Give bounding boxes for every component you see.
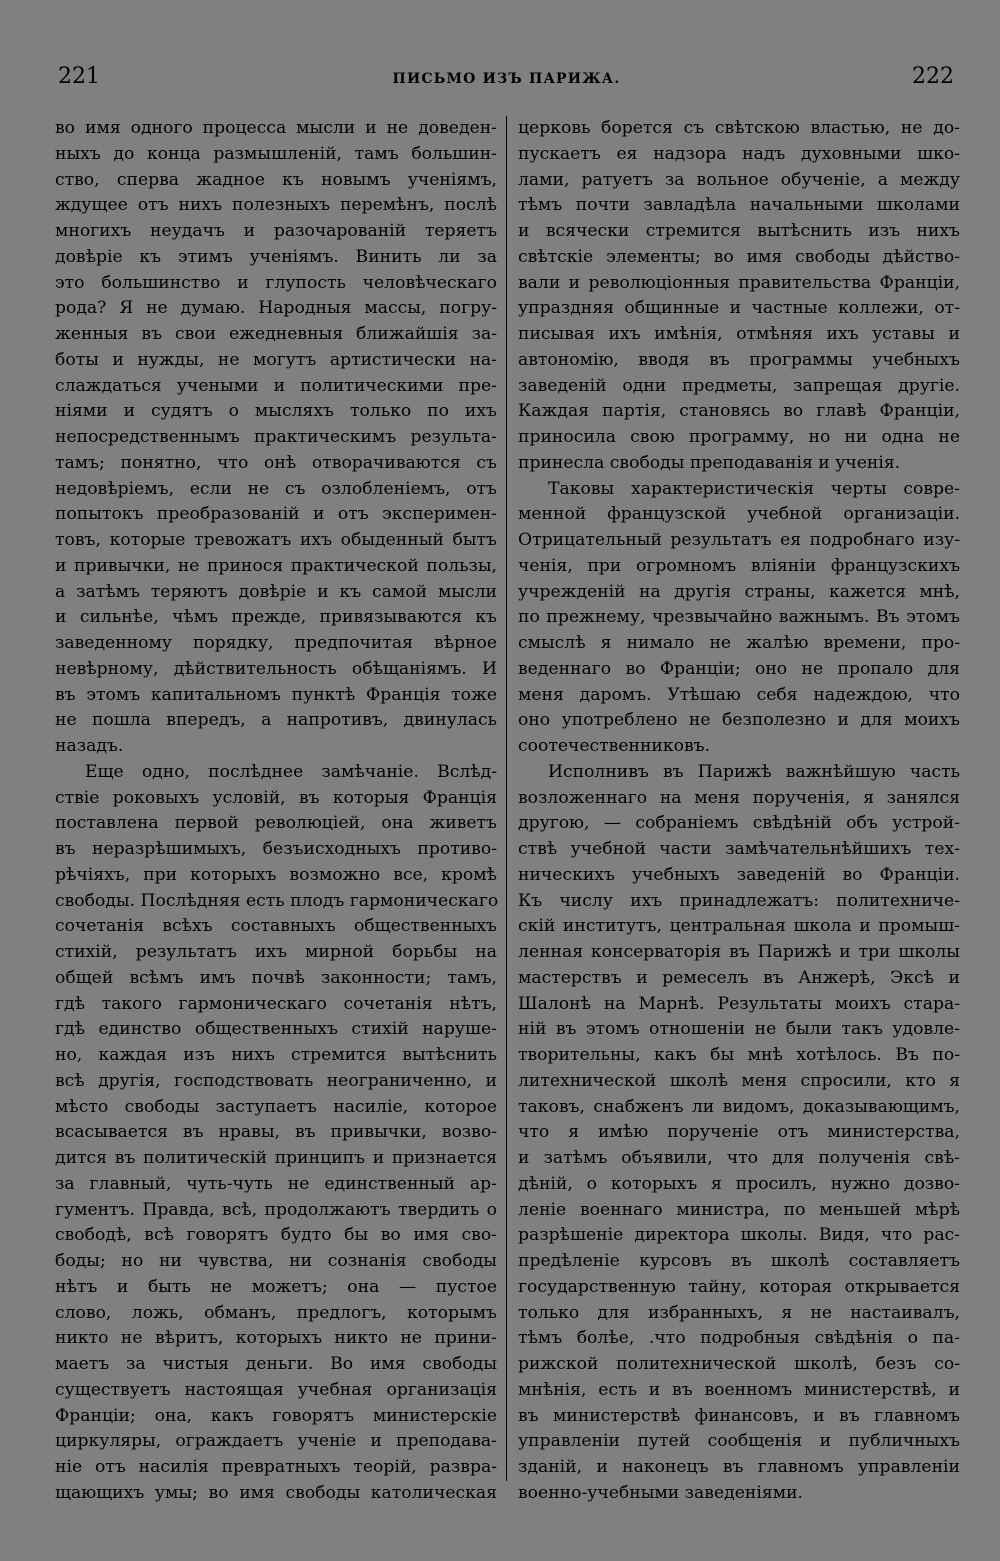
- text-line: рѣчіяхъ, при которыхъ возможно все, кромѣ: [55, 864, 497, 885]
- text-line: существуетъ настоящая учебная организація: [55, 1379, 497, 1400]
- text-line: лами, ратуетъ за вольное обученіе, а между: [518, 169, 960, 190]
- text-line: невѣрному, дѣйствительность обѣщаніямъ. И: [55, 658, 497, 679]
- text-line: и привычки, не принося практической пользы,: [55, 555, 497, 576]
- text-line: ніями и судятъ о мысляхъ только по ихъ: [55, 401, 497, 422]
- text-line: церковь борется съ свѣтскою властью, не до-: [518, 118, 960, 138]
- text-line: ствіе роковыхъ условій, въ которыя Франція: [55, 787, 497, 808]
- text-line: довѣріе къ этимъ ученіямъ. Винить ли за: [55, 246, 497, 267]
- text-line: только для избранныхъ, я не настаивалъ,: [518, 1302, 960, 1323]
- text-line: ныхъ до конца размышленій, тамъ большин-: [55, 143, 497, 164]
- text-line: многихъ неудачъ и разочарованій теряетъ: [55, 221, 497, 241]
- text-line: всѣ другія, господствовать неограниченно, и: [55, 1070, 497, 1091]
- text-line: въ этомъ капитальномъ пунктѣ Франція тоже: [55, 684, 497, 705]
- text-line: предѣленіе курсовъ въ школѣ составляетъ: [518, 1251, 960, 1271]
- text-line: военно-учебными заведеніями.: [518, 1482, 803, 1503]
- text-line: тѣмъ болѣе, .что подробныя свѣдѣнія о па-: [518, 1328, 960, 1349]
- text-line: зданій, и наконецъ въ главномъ управленіи: [518, 1457, 960, 1477]
- text-line: ствѣ учебной части замѣчательнѣйшихъ тех-: [518, 839, 960, 859]
- text-line: общей всѣмъ имъ почвѣ законности; тамъ,: [55, 967, 497, 988]
- text-line: соотечественниковъ.: [518, 736, 711, 756]
- text-line: ленная консерваторія въ Парижѣ и три школы: [518, 942, 960, 962]
- text-line: принесла свободы преподаванія и ученія.: [518, 452, 901, 473]
- text-line: вали и революціонныя правительства Франціи,: [518, 272, 960, 293]
- text-line: Таковы характеристическія черты совре-: [548, 478, 960, 499]
- text-line: недовѣріемъ, если не съ озлобленіемъ, отъ: [55, 478, 497, 499]
- text-line: тѣмъ почти завладѣла начальными школами: [518, 195, 960, 216]
- text-line: литехнической школѣ меня спросили, кто я: [518, 1070, 960, 1091]
- text-line: что я имѣю порученіе отъ министерства,: [518, 1122, 960, 1143]
- right-column: [518, 116, 960, 1507]
- text-line: упраздняя общинные и частные коллежи, от-: [518, 298, 960, 319]
- text-line: ническихъ учебныхъ заведеній во Франціи.: [518, 864, 960, 885]
- text-line: и сильнѣе, чѣмъ прежде, привязываются къ: [55, 607, 497, 628]
- text-line: никто не вѣритъ, которыхъ никто не прини-: [55, 1328, 497, 1349]
- text-line: писывая ихъ имѣнія, отмѣняя ихъ уставы и: [518, 324, 960, 344]
- text-line: Еще одно, послѣднее замѣчаніе. Вслѣд-: [85, 761, 497, 782]
- text-line: въ неразрѣшимыхъ, безъисходныхъ противо-: [55, 839, 497, 859]
- text-line: всасывается въ нравы, въ привычки, возво-: [55, 1122, 497, 1143]
- text-line: смыслѣ я нимало не жалѣю времени, про-: [518, 633, 960, 653]
- text-line: Франціи; она, какъ говорятъ министерскіе: [55, 1405, 497, 1426]
- text-line: стихій, результатъ ихъ мирной борьбы на: [55, 942, 497, 962]
- text-line: творительны, какъ бы мнѣ хотѣлось. Въ по-: [518, 1045, 960, 1065]
- text-line: меня даромъ. Утѣшаю себя надеждою, что: [518, 684, 960, 705]
- text-line: гументъ. Правда, всѣ, продолжаютъ твердить о: [55, 1199, 497, 1220]
- text-line: скій институтъ, центральная школа и промыш-: [518, 916, 960, 937]
- text-line: въ министерствѣ финансовъ, и въ главномъ: [518, 1405, 960, 1426]
- text-line: заведеній одни предметы, запрещая другіе.: [518, 375, 960, 396]
- text-line: боды; но ни чувства, ни сознанія свободы: [55, 1251, 497, 1271]
- text-line: маетъ за чистыя деньги. Во имя свободы: [55, 1354, 497, 1374]
- text-line: менной французской учебной организаціи.: [518, 504, 960, 525]
- text-line: щающихъ умы; во имя свободы католическая: [55, 1482, 497, 1503]
- text-line: Шалонѣ на Марнѣ. Результаты моихъ стара-: [518, 993, 960, 1014]
- text-line: заведенному порядку, предпочитая вѣрное: [55, 633, 497, 653]
- text-line: леніе военнаго министра, по меньшей мѣрѣ: [518, 1199, 960, 1220]
- text-line: но, каждая изъ нихъ стремится вытѣснить: [55, 1045, 497, 1065]
- text-line: управленіи путей сообщенія и публичныхъ: [518, 1431, 960, 1452]
- text-line: ній въ этомъ отношеніи не были такъ удовле-: [518, 1019, 960, 1040]
- text-line: другою, — собраніемъ свѣдѣній объ устрой-: [518, 813, 960, 834]
- text-line: циркуляры, ограждаетъ ученіе и преподава-: [55, 1431, 497, 1452]
- text-line: это большинство и глупость человѣческаго: [55, 272, 497, 293]
- text-line: приносила свою программу, но ни одна не: [518, 427, 960, 447]
- text-line: Отрицательный результатъ ея подробнаго изу-: [518, 530, 960, 550]
- text-line: Исполнивъ въ Парижѣ важнѣйшую часть: [548, 761, 960, 782]
- text-line: свѣтскіе элементы; во имя свободы дѣйство-: [518, 246, 960, 267]
- text-line: сочетанія всѣхъ составныхъ общественныхъ: [55, 916, 497, 937]
- text-line: женныя въ свои ежедневныя ближайшія за-: [55, 324, 497, 344]
- text-line: нѣтъ и быть не можетъ; она — пустое: [55, 1276, 497, 1297]
- text-line: ство, сперва жадное къ новымъ ученіямъ,: [55, 169, 497, 190]
- page-header: [55, 62, 958, 96]
- text-line: и всячески стремится вытѣснить изъ нихъ: [518, 221, 960, 241]
- text-line: товъ, которые тревожатъ ихъ обыденный бытъ: [55, 530, 497, 550]
- text-line: ченія, при огромномъ вліяніи французскихъ: [518, 555, 960, 576]
- text-line: непосредственнымъ практическимъ результа-: [55, 427, 497, 447]
- text-line: гдѣ такого гармоническаго сочетанія нѣтъ,: [55, 993, 497, 1014]
- text-line: учрежденій на другія страны, кажется мнѣ,: [518, 581, 960, 602]
- text-line: а затѣмъ теряютъ довѣріе и къ самой мысли: [55, 581, 497, 602]
- text-line: тамъ; понятно, что онѣ отворачиваются съ: [55, 452, 497, 473]
- text-line: пускаетъ ея надзора надъ духовными шко-: [518, 143, 960, 164]
- text-line: дится въ политическій принципъ и признается: [55, 1148, 497, 1168]
- text-line: мастерствъ и ремеселъ въ Анжерѣ, Эксѣ и: [518, 967, 960, 988]
- text-line: автономію, вводя въ программы учебныхъ: [518, 349, 960, 370]
- text-line: назадъ.: [55, 736, 124, 756]
- text-line: рода? Я не думаю. Народныя массы, погру-: [55, 298, 497, 319]
- text-line: ждущее отъ нихъ полезныхъ перемѣнъ, послѣ: [55, 195, 497, 216]
- text-line: возложеннаго на меня порученія, я занялся: [518, 787, 960, 808]
- text-line: не пошла впередъ, а напротивъ, двинулась: [55, 710, 497, 731]
- text-line: разрѣшеніе директора школы. Видя, что рас-: [518, 1225, 960, 1246]
- left-column: [55, 116, 497, 1507]
- text-line: государственную тайну, которая открывается: [518, 1276, 960, 1297]
- page-number-left: 221: [58, 64, 100, 89]
- text-line: Къ числу ихъ принадлежатъ: политехниче-: [518, 890, 960, 911]
- running-title: ПИСЬМО ИЗЪ ПАРИЖА.: [392, 71, 621, 87]
- text-line: оно употреблено не безполезно и для моихъ: [518, 710, 960, 731]
- text-line: таковъ, снабженъ ли видомъ, доказывающимъ,: [518, 1096, 960, 1117]
- text-line: попытокъ преобразованій и отъ эксперимен-: [55, 504, 497, 525]
- page-number-right: 222: [912, 64, 954, 89]
- text-line: боты и нужды, не могутъ артистически на-: [55, 349, 497, 370]
- text-line: Каждая партія, становясь во главѣ Франціи,: [518, 401, 960, 422]
- text-line: слово, ложь, обманъ, предлогъ, которымъ: [55, 1302, 497, 1323]
- text-line: поставлена первой революціей, она живетъ: [55, 813, 497, 834]
- text-line: мѣсто свободы заступаетъ насиліе, которое: [55, 1096, 497, 1117]
- text-line: дѣній, о которыхъ я просилъ, нужно дозво-: [518, 1173, 960, 1194]
- text-line: рижской политехнической школѣ, безъ со-: [518, 1354, 960, 1374]
- text-line: свободы. Послѣдняя есть плодъ гармоническаго: [55, 890, 499, 911]
- text-line: во имя одного процесса мысли и не доведен-: [55, 118, 497, 138]
- text-line: свободѣ, всѣ говорятъ будто бы во имя сво-: [55, 1225, 497, 1246]
- text-line: за главный, чуть-чуть не единственный ар-: [55, 1173, 497, 1194]
- text-line: веденнаго во Франціи; оно не пропало для: [518, 658, 960, 679]
- text-line: ніе отъ насилія превратныхъ теорій, развра-: [55, 1457, 497, 1477]
- column-divider: [506, 116, 507, 1481]
- text-line: и затѣмъ объявили, что для полученія свѣ-: [518, 1148, 960, 1168]
- text-line: гдѣ единство общественныхъ стихій наруше-: [55, 1019, 497, 1040]
- text-line: слаждаться учеными и политическими пре-: [55, 375, 497, 396]
- text-line: мнѣнія, есть и въ военномъ министерствѣ, и: [518, 1379, 960, 1400]
- text-line: по прежнему, чрезвычайно важнымъ. Въ этомъ: [518, 607, 960, 628]
